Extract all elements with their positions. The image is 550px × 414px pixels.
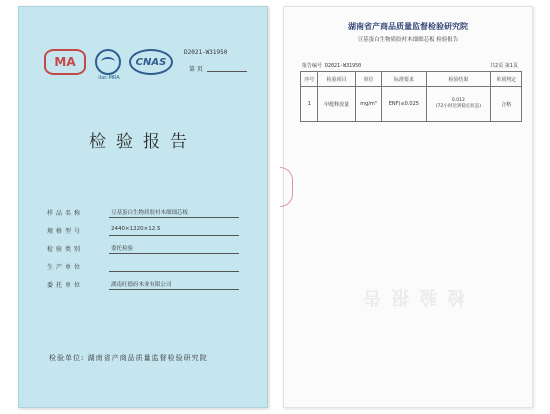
ilac-mra-label: ilac-MRA [98,75,120,81]
ilac-mra-logo-icon [93,47,123,77]
cover-title: 检验报告 [89,132,197,152]
cma-logo-icon: MA [43,47,87,77]
results-table [300,71,522,122]
page-number-label: 第 页 [189,66,203,73]
page-number-line [207,71,247,72]
header-result: 检验结果 [426,72,491,87]
field-value: 湖南旺德府木业有限公司 [111,282,172,288]
report-subtitle: 豆基蛋白生物质胶衬木细细芯板 检验报告 [357,37,459,43]
header-item: 检验项目 [318,72,355,87]
cover-fields [47,205,247,295]
field-underline [109,235,239,236]
header-index: 序号 [301,72,318,87]
field-label: 检验类别 [47,246,84,253]
field-label: 规格型号 [47,228,84,235]
page-count: 共2页 第1页 [490,63,518,69]
results-page [283,6,533,408]
cell-unit: mg/m³ [355,87,381,122]
header-unit: 单位 [355,72,381,87]
field-spec-model [47,223,247,239]
cell-result: 0.012 (72小时达到稳定状态) [426,87,491,122]
cell-item: 甲醛释放量 [318,87,355,122]
header-judgement: 单项判定 [491,72,522,87]
field-underline [109,289,239,290]
certification-logos [43,47,178,81]
red-seal-fragment-icon [280,167,293,207]
inspection-unit: 检验单位: 湖南省产商品质量监督检验研究院 [49,354,208,362]
field-manufacturer [47,259,247,275]
field-value: 委托检验 [111,246,134,252]
field-underline [109,253,239,254]
field-value: 2440×1220×12.5 [111,226,161,232]
watermark: 检验报告 [353,286,465,307]
report-number: 报告编号 D2021-W31950 [302,63,362,69]
table-header-row [301,72,522,87]
institute-title: 湖南省产商品质量监督检验研究院 [348,21,468,31]
cell-index: 1 [301,87,318,122]
field-label: 生产单位 [47,264,84,271]
cell-standard: ENF(≤0.025 [382,87,426,122]
header-standard: 标准要求 [382,72,426,87]
table-row [301,87,522,122]
field-underline [109,217,239,218]
field-label: 样品名称 [47,210,84,217]
field-client [47,277,247,293]
cover-page [18,6,268,408]
field-inspection-type [47,241,247,257]
field-underline [109,271,239,272]
report-number: D2021-W31950 [184,49,228,56]
field-sample-name [47,205,247,221]
field-value: 豆基蛋白生物质胶衬木细细芯板 [111,210,189,216]
cell-judgement: 合格 [491,87,522,122]
field-label: 委托单位 [47,282,84,289]
cnas-logo-icon: CNAS [129,47,173,77]
